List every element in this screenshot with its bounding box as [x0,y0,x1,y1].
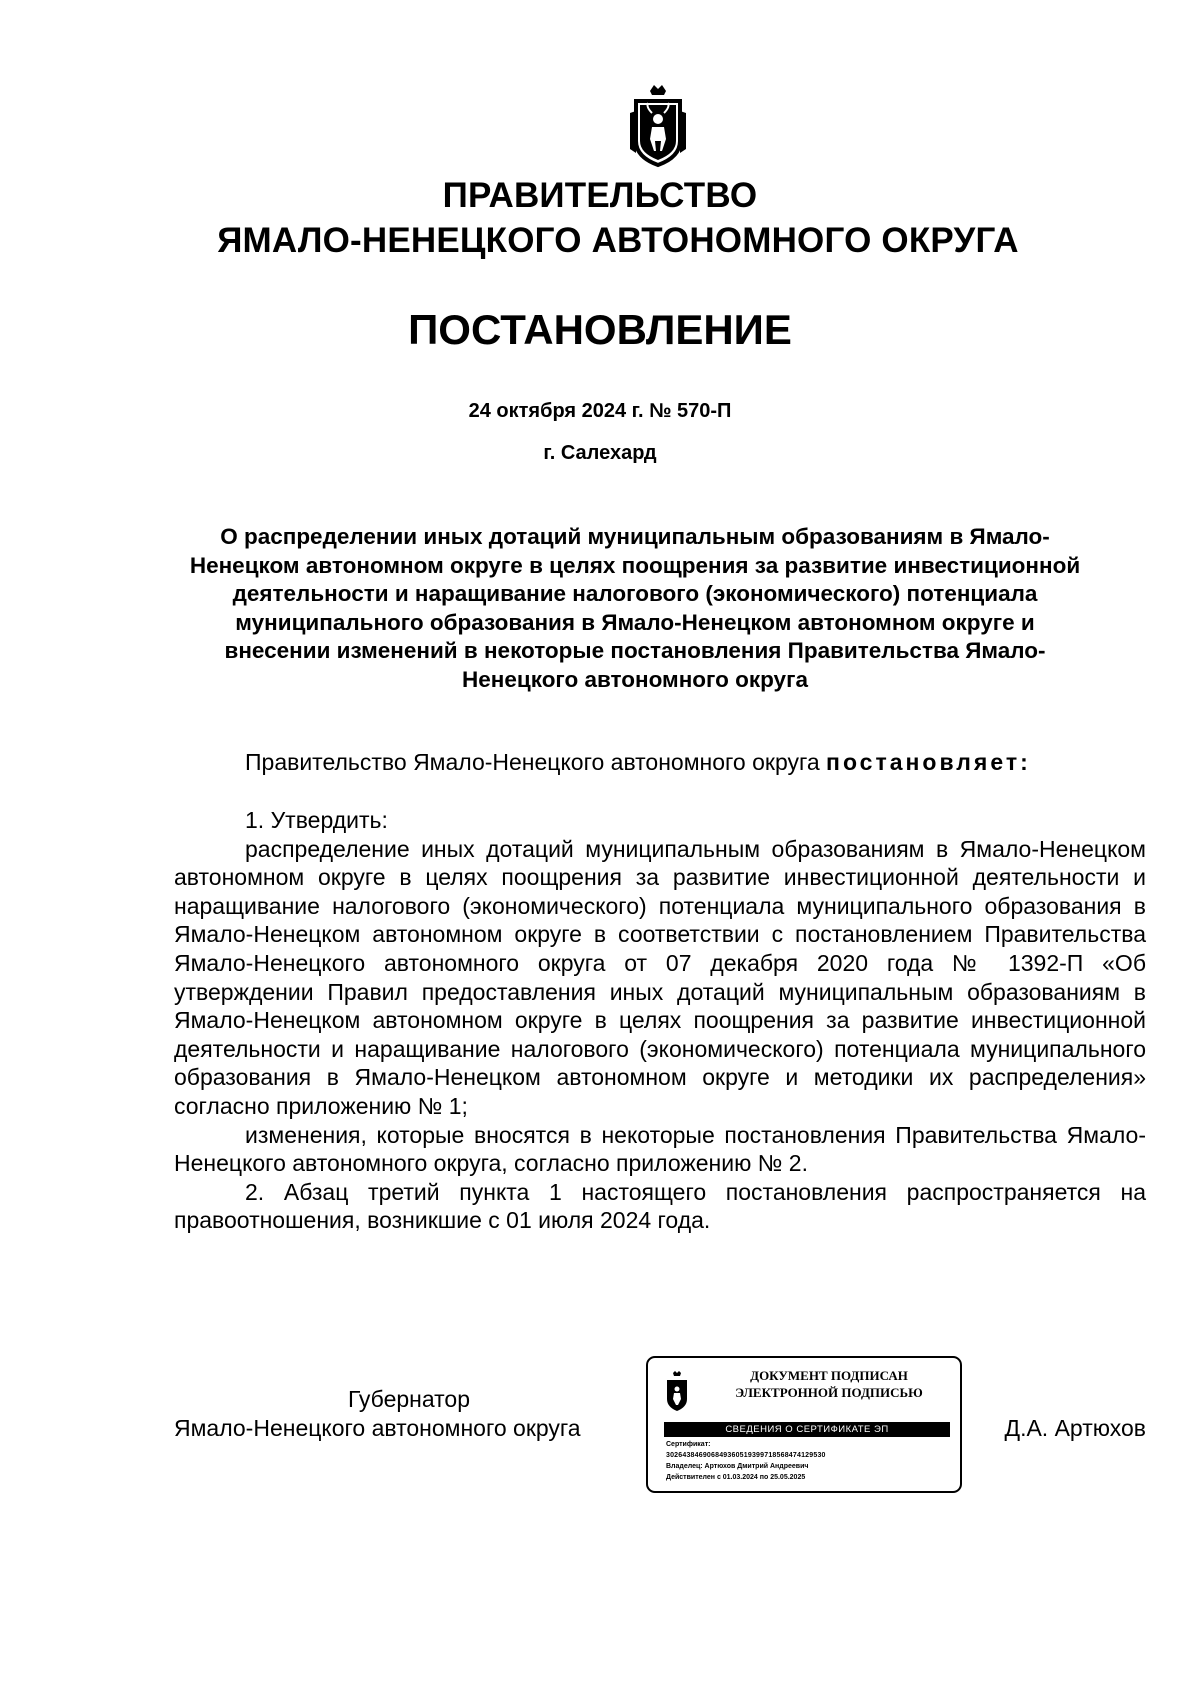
stamp-certificate-value: 30264384690684936051939971856847412953​0 [666,1452,826,1459]
stamp-heading: ДОКУМЕНТ ПОДПИСАН [750,1368,908,1383]
stamp-validity: Действителен с 01.03.2024 по 25.05.2025 [666,1474,806,1481]
preamble-text: Правительство Ямало-Ненецкого автономного округа [245,749,827,775]
signer-position: Губернатор [347,1386,471,1412]
clause-paragraph: изменения, которые вносятся в некоторые постановления Правительства Ямало-Ненецкого автономного округа, согласно приложению № 2. [174,1121,1146,1177]
coat-of-arms-icon [630,83,686,169]
coat-of-arms-icon [664,1371,690,1415]
preamble [245,748,1145,777]
document-type: ПОСТАНОВЛЕНИЕ [408,306,792,353]
electronic-signature-stamp [646,1356,962,1493]
preamble-emphasis: постановляет: [826,749,1031,775]
stamp-certificate-label: Сертификат: [666,1441,711,1448]
signer-name: Д.А. Артюхов [1004,1415,1146,1441]
stamp-heading: ЭЛЕКТРОННОЙ ПОДПИСЬЮ [735,1385,923,1400]
document-date-number: 24 октября 2024 г. № 570-П [468,400,732,422]
document-subject: О распределении иных дотаций муниципальным образованиям в Ямало-Ненецком автономном округе в целях поощрения за развитие инвестиционной деятельности и наращивание налогового (экономического) потенциала муниципального образования в Ямало-Ненецком автономном округе и внесении изменений в некоторые постановления Правительства Ямало-Ненецкого автономного округа [189,524,1081,692]
clause-paragraph: распределение иных дотаций муниципальным образованиям в Ямало-Ненецком автономном округе в целях поощрения за развитие инвестиционной деятельности и наращивание налогового (экономического) потенциала муниципального образования в Ямало-Ненецком автономном округе в соответствии с постановлением Правительства Ямало-Ненецкого автономного округа от 07 декабря 2020 года № 1392-П «Об утверждении Правил предоставления иных дотаций муниципальным образованиям в Ямало-Ненецком автономном округе в целях поощрения за развитие инвестиционной деятельности и наращивание налогового (экономического) потенциала муниципального образования в Ямало-Ненецком автономном округе и методики их распределения» согласно приложению № 1; [174,835,1146,1119]
clause-paragraph: 2. Абзац третий пункта 1 настоящего постановления распространяется на правоотношения, возникшие с 01 июля 2024 года. [174,1178,1146,1234]
stamp-owner: Владелец: Артюхов Дмитрий Андреевич [666,1463,809,1470]
government-title-line2: ЯМАЛО-НЕНЕЦКОГО АВТОНОМНОГО ОКРУГА [217,221,1019,260]
stamp-certificate-bar: СВЕДЕНИЯ О СЕРТИФИКАТЕ ЭП [664,1422,950,1437]
clauses [174,806,1146,1235]
document-city: г. Салехард [543,442,657,464]
government-title-line1: ПРАВИТЕЛЬСТВО [442,176,758,215]
signer-organization: Ямало-Ненецкого автономного округа [174,1415,581,1441]
clause-paragraph: 1. Утвердить: [245,807,388,833]
